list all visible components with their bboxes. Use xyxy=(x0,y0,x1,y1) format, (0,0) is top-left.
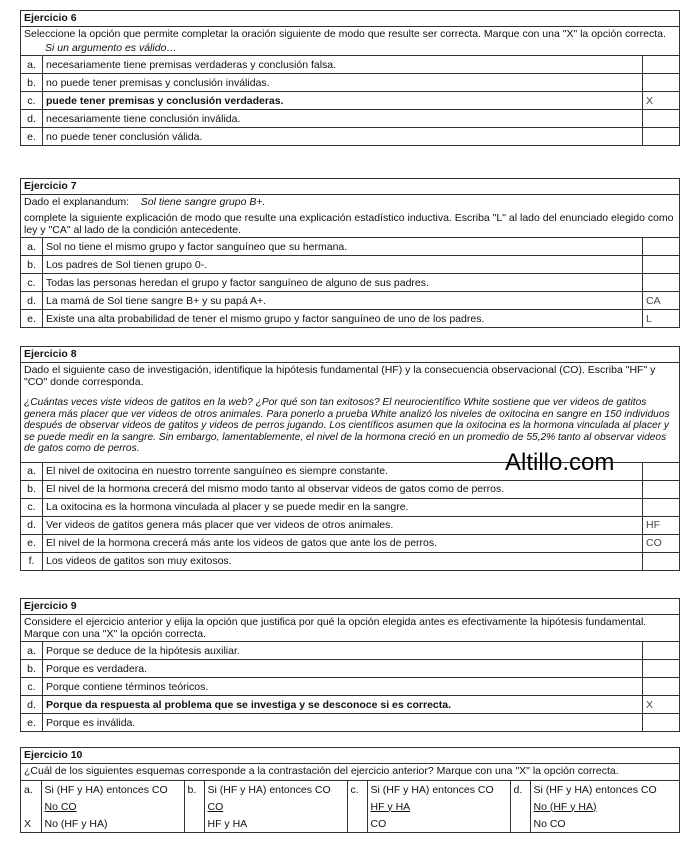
option-letter: b. xyxy=(21,256,43,274)
option-row[interactable] xyxy=(21,128,679,146)
scheme-conclusion: No CO xyxy=(533,817,566,830)
scheme-mark-empty xyxy=(184,798,204,815)
option-text: Los videos de gatitos son muy exitosos. xyxy=(43,552,643,570)
exercise-7 xyxy=(20,178,680,328)
option-letter: d. xyxy=(21,696,43,714)
scheme-mark[interactable]: X xyxy=(21,815,41,832)
answer-cell[interactable] xyxy=(643,660,680,678)
option-row[interactable] xyxy=(21,534,679,552)
option-row[interactable] xyxy=(21,678,679,696)
exercise-title: Ejercicio 6 xyxy=(21,11,679,27)
exercise-instruction: complete la siguiente explicación de modo que resulte una explicación estadístico inductiva. Escriba "L" al lado del enunciado elegido como ley y "CA" al lado de la condición antecedente. xyxy=(24,212,674,236)
options-table xyxy=(21,237,679,327)
option-row[interactable] xyxy=(21,56,679,74)
scheme-premise: Si (HF y HA) entonces CO xyxy=(530,781,679,799)
option-text: no puede tener premisas y conclusión inválidas. xyxy=(43,74,643,92)
scheme-mark[interactable] xyxy=(510,815,530,832)
answer-cell[interactable] xyxy=(643,238,680,256)
answer-cell[interactable]: L xyxy=(643,310,680,328)
exercise-title: Ejercicio 8 xyxy=(21,347,679,363)
answer-cell[interactable] xyxy=(643,128,680,146)
option-row[interactable] xyxy=(21,516,679,534)
option-row[interactable] xyxy=(21,480,679,498)
scheme-premise: Si (HF y HA) entonces CO xyxy=(41,781,184,799)
option-text: necesariamente tiene conclusión inválida. xyxy=(43,110,643,128)
option-letter: c. xyxy=(21,274,43,292)
options-table xyxy=(21,55,679,145)
option-letter: b. xyxy=(21,660,43,678)
option-row[interactable] xyxy=(21,552,679,570)
exercise-instruction: Considere el ejercicio anterior y elija la opción que justifica por qué la opción elegida antes es efectivamente la hipótesis fundamental. Marque con una "X" la opción correcta. xyxy=(24,616,647,640)
scheme-conclusion: No (HF y HA) xyxy=(44,817,108,830)
scheme-letter: a. xyxy=(21,781,41,799)
option-text: El nivel de la hormona crecerá más ante los videos de gatos que ante los de perros. xyxy=(43,534,643,552)
answer-cell[interactable] xyxy=(643,110,680,128)
scheme-row xyxy=(21,798,679,815)
answer-cell[interactable] xyxy=(643,480,680,498)
scheme-conclusion: HF y HA xyxy=(207,817,248,830)
option-row[interactable] xyxy=(21,642,679,660)
exercise-instruction: Dado el siguiente caso de investigación, identifique la hipótesis fundamental (HF) y la consecuencia observacional (CO). Escriba "HF" y "CO" donde corresponda. xyxy=(24,364,656,388)
options-table xyxy=(21,462,679,570)
option-row[interactable] xyxy=(21,660,679,678)
case-text: ¿Cuántas veces viste videos de gatitos en la web? ¿Por qué son tan exitosos? El neurocientífico White sostiene que ver videos de gatitos genera más placer que ver videos de otros animales. Para ponerlo a prueba White analizó los niveles de oxitocina en sangre en 150 individuos después de observar videos de gatitos y videos de perros jugando. Los científicos asumen que la oxitocina es la hormona vinculada al placer y se puede medir en la sangre. Sin embargo, lamentablemente, el nivel de la hormona creció en un promedio de 55,2% tanto al observar videos de gatos como de perros. xyxy=(24,397,670,454)
option-text: Porque se deduce de la hipótesis auxiliar. xyxy=(43,642,643,660)
option-text: El nivel de la hormona crecerá del mismo modo tanto al observar videos de gatos como de perros. xyxy=(43,480,643,498)
option-row[interactable] xyxy=(21,292,679,310)
option-row[interactable] xyxy=(21,256,679,274)
options-table xyxy=(21,641,679,731)
scheme-premise: No (HF y HA) xyxy=(533,800,597,813)
exercise-10 xyxy=(20,747,680,833)
answer-cell[interactable] xyxy=(643,498,680,516)
exercise-9 xyxy=(20,598,680,732)
option-text: Existe una alta probabilidad de tener el mismo grupo y factor sanguíneo de uno de los padres. xyxy=(43,310,643,328)
option-letter: a. xyxy=(21,56,43,74)
option-row[interactable] xyxy=(21,696,679,714)
schemes-table xyxy=(21,780,679,832)
option-row[interactable] xyxy=(21,74,679,92)
exercise-title: Ejercicio 9 xyxy=(21,599,679,615)
scheme-row xyxy=(21,815,679,832)
option-text: Porque es inválida. xyxy=(43,714,643,732)
option-text: puede tener premisas y conclusión verdaderas. xyxy=(43,92,643,110)
scheme-letter: d. xyxy=(510,781,530,799)
option-letter: e. xyxy=(21,714,43,732)
given-text: Sol tiene sangre grupo B+. xyxy=(140,196,266,208)
option-text: El nivel de oxitocina en nuestro torrente sanguíneo es siempre constante. xyxy=(43,462,643,480)
exercise-title: Ejercicio 10 xyxy=(21,748,679,764)
scheme-mark[interactable] xyxy=(347,815,367,832)
option-letter: c. xyxy=(21,498,43,516)
scheme-mark-empty xyxy=(347,798,367,815)
answer-cell[interactable]: HF xyxy=(643,516,680,534)
answer-cell[interactable] xyxy=(643,678,680,696)
answer-cell[interactable] xyxy=(643,714,680,732)
option-letter: e. xyxy=(21,534,43,552)
answer-cell[interactable]: X xyxy=(643,92,680,110)
scheme-premise: CO xyxy=(207,800,224,813)
exercise-given xyxy=(21,195,679,209)
option-row[interactable] xyxy=(21,238,679,256)
scheme-premise: Si (HF y HA) entonces CO xyxy=(367,781,510,799)
answer-cell[interactable] xyxy=(643,552,680,570)
option-letter: a. xyxy=(21,462,43,480)
option-text: La oxitocina es la hormona vinculada al placer y se puede medir en la sangre. xyxy=(43,498,643,516)
scheme-mark-empty xyxy=(510,798,530,815)
answer-cell[interactable] xyxy=(643,462,680,480)
option-row[interactable] xyxy=(21,498,679,516)
scheme-mark[interactable] xyxy=(184,815,204,832)
exercise-instruction: Seleccione la opción que permite completar la oración siguiente de modo que resulte ser correcta. Marque con una "X" la opción correcta. xyxy=(24,28,666,40)
option-letter: a. xyxy=(21,238,43,256)
scheme-mark-empty xyxy=(21,798,41,815)
option-text: Porque contiene términos teóricos. xyxy=(43,678,643,696)
option-letter: d. xyxy=(21,110,43,128)
answer-cell[interactable] xyxy=(643,74,680,92)
option-text: no puede tener conclusión válida. xyxy=(43,128,643,146)
exercise-instruction: ¿Cuál de los siguientes esquemas corresponde a la contrastación del ejercicio anterior? Marque con una "X" la opción correcta. xyxy=(24,765,619,777)
scheme-letter: c. xyxy=(347,781,367,799)
option-letter: d. xyxy=(21,292,43,310)
option-text: necesariamente tiene premisas verdaderas y conclusión falsa. xyxy=(43,56,643,74)
option-text: Sol no tiene el mismo grupo y factor sanguíneo que su hermana. xyxy=(43,238,643,256)
option-text: Todas las personas heredan el grupo y factor sanguíneo de alguno de sus padres. xyxy=(43,274,643,292)
option-letter: c. xyxy=(21,92,43,110)
answer-cell[interactable] xyxy=(643,256,680,274)
exercise-title: Ejercicio 7 xyxy=(21,179,679,195)
option-row[interactable] xyxy=(21,110,679,128)
option-text: Ver videos de gatitos genera más placer que ver videos de otros animales. xyxy=(43,516,643,534)
scheme-premise: Si (HF y HA) entonces CO xyxy=(204,781,347,799)
option-text: Porque da respuesta al problema que se investiga y se desconoce si es correcta. xyxy=(43,696,643,714)
option-letter: a. xyxy=(21,642,43,660)
option-letter: b. xyxy=(21,480,43,498)
scheme-row xyxy=(21,781,679,799)
exercise-stem: Si un argumento es válido… xyxy=(45,42,177,54)
scheme-premise: HF y HA xyxy=(370,800,411,813)
option-row[interactable] xyxy=(21,92,679,110)
option-row[interactable] xyxy=(21,310,679,328)
answer-cell[interactable]: CO xyxy=(643,534,680,552)
scheme-letter: b. xyxy=(184,781,204,799)
option-letter: e. xyxy=(21,128,43,146)
watermark: Altillo.com xyxy=(505,449,615,476)
answer-cell[interactable]: CA xyxy=(643,292,680,310)
option-row[interactable] xyxy=(21,714,679,732)
exercise-6 xyxy=(20,10,680,146)
option-text: La mamá de Sol tiene sangre B+ y su papá A+. xyxy=(43,292,643,310)
option-letter: e. xyxy=(21,310,43,328)
option-text: Porque es verdadera. xyxy=(43,660,643,678)
option-text: Los padres de Sol tienen grupo 0-. xyxy=(43,256,643,274)
scheme-conclusion: CO xyxy=(370,817,387,830)
option-row[interactable] xyxy=(21,274,679,292)
option-letter: b. xyxy=(21,74,43,92)
option-letter: c. xyxy=(21,678,43,696)
given-label: Dado el explanandum: xyxy=(24,196,130,208)
answer-cell[interactable] xyxy=(643,56,680,74)
option-letter: d. xyxy=(21,516,43,534)
option-letter: f. xyxy=(21,552,43,570)
scheme-premise: No CO xyxy=(44,800,77,813)
answer-cell[interactable] xyxy=(643,274,680,292)
answer-cell[interactable] xyxy=(643,642,680,660)
answer-cell[interactable]: X xyxy=(643,696,680,714)
